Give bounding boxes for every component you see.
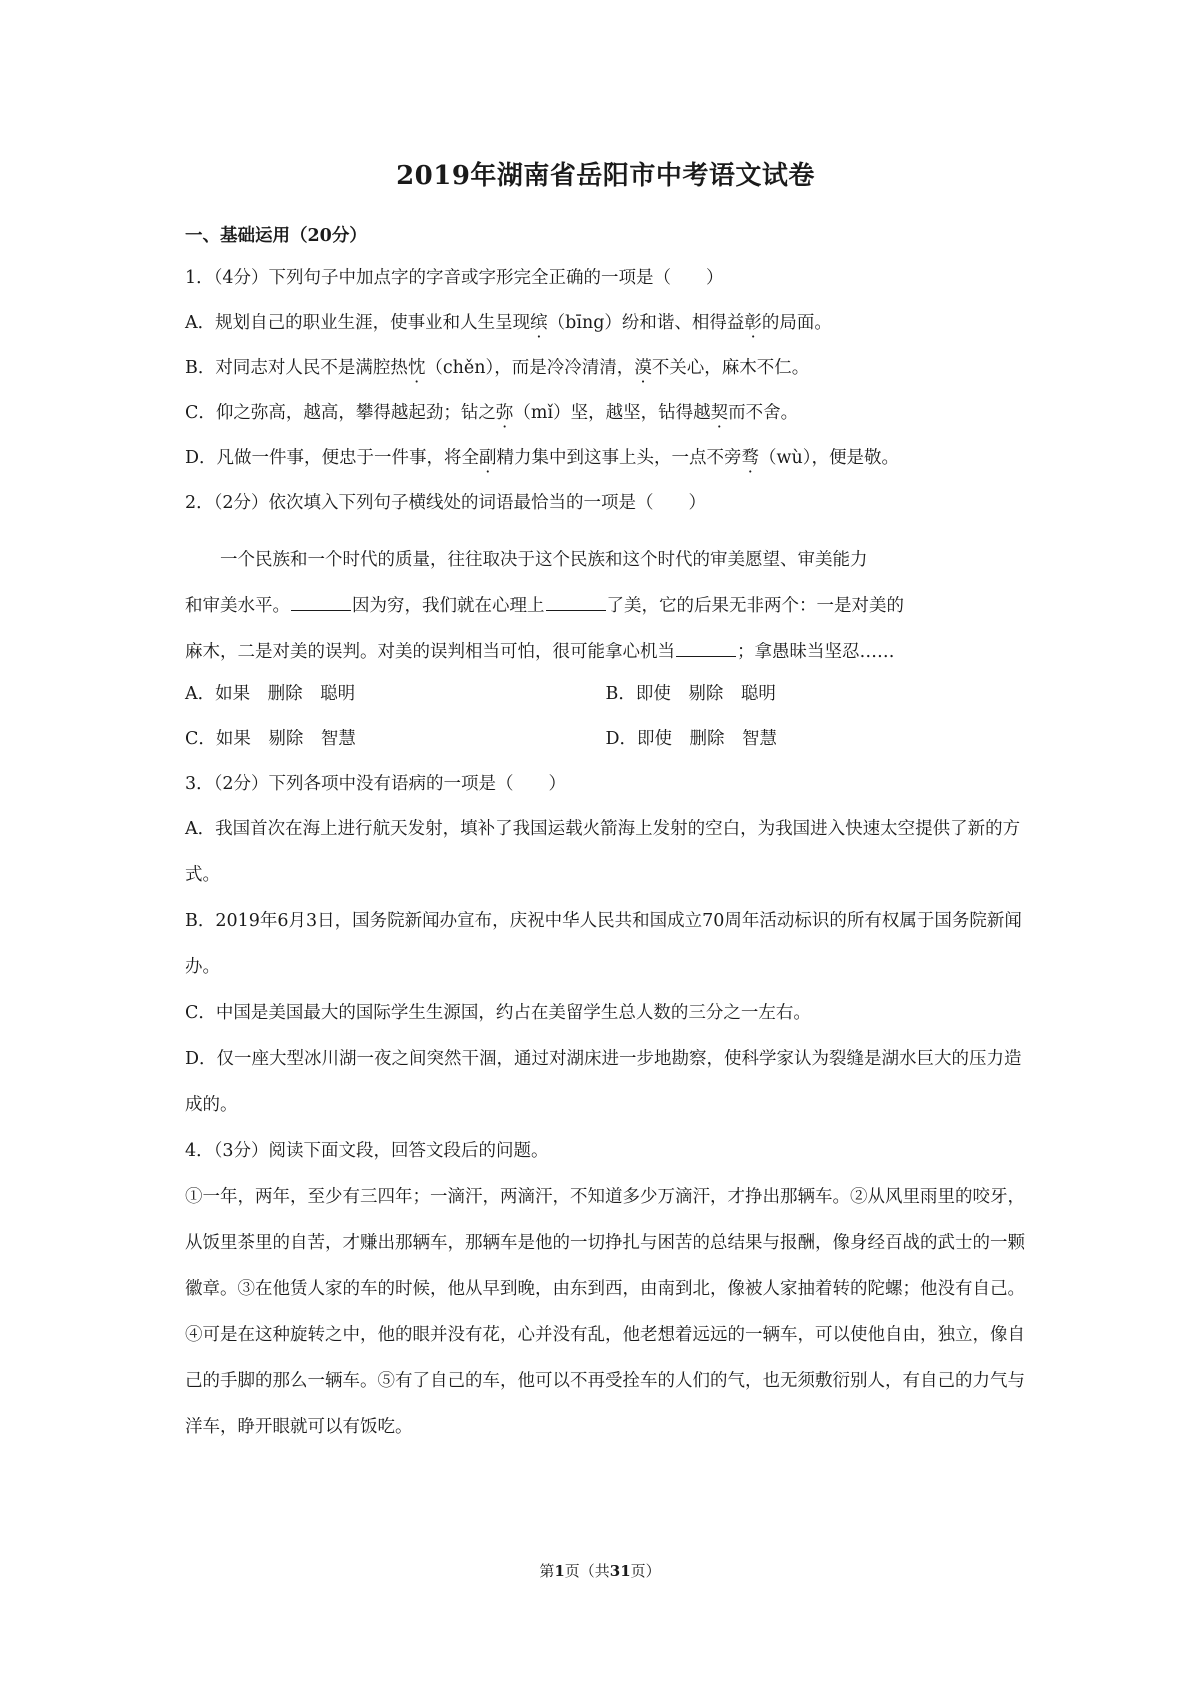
- dotted-char: 彰: [744, 313, 762, 333]
- q3-option-c: C．中国是美国最大的国际学生生源国，约占在美留学生总人数的三分之一左右。: [185, 1003, 811, 1023]
- q4-passage: ①一年，两年，至少有三四年；一滴汗，两滴汗，不知道多少万滴汗，才挣出那辆车。②从风里雨里的咬牙，从饭里茶里的自苦，才赚出那辆车，那辆车是他的一切挣扎与困苦的总结果与报酬，像身经百战的武士的一颗徽章。③在他赁人家的车的时候，他从早到晚，由东到西，由南到北，像被人家抽着转的陀螺；他没有自己。④可是在这种旋转之中，他的眼并没有花，心并没有乱，他老想着远远的一辆车，可以使他自由，独立，像自己的手脚的那么一辆车。⑤有了自己的车，他可以不再受拴车的人们的气，也无须敷衍别人，有自己的力气与洋车，睁开眼就可以有饭吃。: [185, 1187, 1025, 1437]
- page-footer: 第1页（共31页）: [539, 1562, 661, 1580]
- dotted-char: 缤: [530, 313, 548, 333]
- q2-option-a: A．如果 删除 聪明: [185, 684, 356, 704]
- dotted-char: 弥: [495, 403, 514, 423]
- current-page: 1: [554, 1562, 565, 1580]
- q1-option-a: A．规划自己的职业生涯，使事业和人生呈现缤（bīng）纷和谐、相得益彰的局面。: [185, 313, 832, 333]
- section-heading: 一、基础运用（20分）: [185, 226, 367, 246]
- question-3-stem: 3．（2分）下列各项中没有语病的一项是（ ）: [185, 774, 567, 794]
- q2-options-row-2: [185, 728, 1026, 773]
- dotted-char: 忱: [407, 358, 426, 378]
- fill-blank: [546, 593, 606, 612]
- dotted-char: 副: [479, 448, 497, 468]
- q3-option-a: A．我国首次在海上进行航天发射，填补了我国运载火箭海上发射的空白，为我国进入快速太空提供了新的方式。: [185, 819, 1021, 885]
- fill-blank: [676, 639, 736, 658]
- q1-option-b: B．对同志对人民不是满腔热忱（chěn），而是冷冷清清，漠不关心，麻木不仁。: [185, 358, 810, 378]
- question-4-stem: 4．（3分）阅读下面文段，回答文段后的问题。: [185, 1141, 549, 1161]
- q2-option-c: C．如果 剔除 智慧: [185, 729, 356, 749]
- q2-passage: 一个民族和一个时代的质量，往往取决于这个民族和这个时代的审美愿望、审美能力 和审美水平。 因为穷，我们就在心理上 了美，它的后果无非两个：一是对美的 麻木，二是对美的误判。对美的误判相当可怕，很可能拿心机当 ；拿愚昧当坚忍……: [185, 550, 904, 662]
- q1-option-d: D．凡做一件事，便忠于一件事，将全副精力集中到这事上头，一点不旁骛（wù），便是敬。: [185, 448, 900, 468]
- q2-option-d: D．即使 删除 智慧: [605, 729, 778, 749]
- fill-blank: [291, 593, 351, 612]
- question-1-stem: 1．（4分）下列句子中加点字的字音或字形完全正确的一项是（ ）: [185, 268, 724, 288]
- dotted-char: 骛: [741, 448, 760, 468]
- page-title: 2019年湖南省岳阳市中考语文试卷: [396, 161, 815, 191]
- total-pages: 31: [609, 1562, 631, 1580]
- dotted-char: 契: [710, 403, 729, 423]
- q2-option-b: B．即使 剔除 聪明: [605, 684, 776, 704]
- q3-option-d: D．仅一座大型冰川湖一夜之间突然干涸，通过对湖床进一步地勘察，使科学家认为裂缝是湖水巨大的压力造成的。: [185, 1049, 1022, 1115]
- q2-options-row-1: [185, 683, 1026, 728]
- dotted-char: 漠: [634, 358, 652, 378]
- question-2-stem: 2．（2分）依次填入下列句子横线处的词语最恰当的一项是（ ）: [185, 493, 707, 513]
- q3-option-b: B．2019年6月3日，国务院新闻办宣布，庆祝中华人民共和国成立70周年活动标识的所有权属于国务院新闻办。: [185, 911, 1022, 977]
- q1-option-c: C．仰之弥高，越高，攀得越起劲；钻之弥（mǐ）坚，越坚，钻得越契而不舍。: [185, 403, 799, 423]
